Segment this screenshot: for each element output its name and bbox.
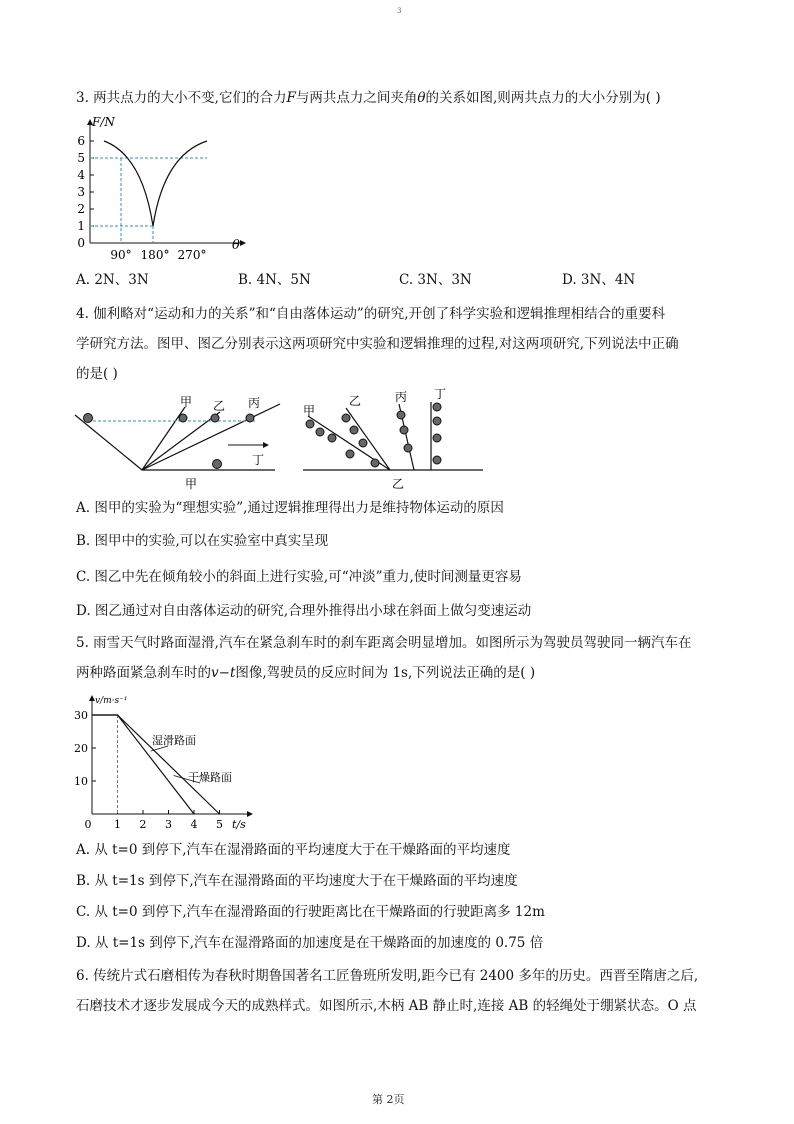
q3-ytick: 2 [77,202,85,216]
q4-jia-label-jia: 甲 [180,395,193,409]
q4-yi-caption: 乙 [392,477,405,491]
q3-symbol-f: F [286,90,296,106]
q5-line2-text-a: 两种路面紧急刹车时的 [76,665,211,681]
q5-label-dry-road: 干燥路面 [188,771,232,784]
q3-ytick: 1 [77,219,85,233]
q4-option-a[interactable]: A. 图甲的实验为“理想实验”,通过逻辑推理得出力是维持物体运动的原因 [76,500,504,516]
q5-x-axis-label: t/s [232,818,246,831]
q3-y-axis-label: F/N [92,115,115,129]
q4-stem-line-3: 的是( ) [76,366,118,382]
q3-text-c: 的关系如图,则两共点力的大小分别为( ) [425,90,661,106]
q4-yi-label-bing: 丙 [395,390,408,404]
q3-xtick: 180° [140,248,170,262]
q3-ytick: 5 [77,151,85,165]
q4-jia-caption: 甲 [185,477,198,491]
q5-ytick: 20 [74,742,88,755]
q4-figure-jia-ideal-experiment [70,390,285,495]
q5-y-axis-label: v/m·s⁻¹ [95,696,128,706]
q5-stem-line-2 [76,663,535,683]
page-number: 第 2页 [372,1093,405,1106]
q4-jia-label-yi: 乙 [213,399,226,413]
q6-stem-line-1: 6. 传统片式石磨相传为春秋时期鲁国著名工匠鲁班所发明,距今已有 2400 多年的历史。西晋至隋唐之后, [76,968,699,984]
q5-vt-graph [70,692,260,834]
q5-option-b[interactable]: B. 从 t=1s 到停下,汽车在湿滑路面的平均速度大于在干燥路面的平均速度 [76,873,518,889]
q5-line2-text-b: 图像,驾驶员的反应时间为 1s,下列说法正确的是( ) [235,665,536,681]
q3-xtick: 90° [110,248,132,262]
q4-stem-line-2: 学研究方法。图甲、图乙分别表示这两项研究中实验和逻辑推理的过程,对这两项研究,下列说法中正确 [76,336,679,352]
q4-jia-label-bing: 丙 [248,396,261,410]
q5-xtick: 1 [114,818,121,831]
question-3-stem [76,88,661,108]
q3-text-b: 与两共点力之间夹角 [295,90,418,106]
q3-ytick: 0 [77,236,85,250]
page-header-mark: 3 [397,7,402,15]
q3-ytick: 6 [77,134,85,148]
q3-x-axis-label: θ [232,238,240,253]
q4-stem-line-1: 4. 伽利略对“运动和力的关系”和“自由落体运动”的研究,开创了科学实验和逻辑推理相结合的重要科 [76,306,666,322]
q4-jia-label-ding: 丁 [252,453,265,467]
q5-ytick: 30 [74,709,88,722]
q3-ytick: 4 [77,168,85,182]
q4-option-b[interactable]: B. 图甲中的实验,可以在实验室中真实呈现 [76,533,329,549]
q3-text-a: 3. 两共点力的大小不变,它们的合力 [76,90,287,106]
q5-option-c[interactable]: C. 从 t=0 到停下,汽车在湿滑路面的行驶距离比在干燥路面的行驶距离多 12m [76,904,545,920]
q5-xtick: 0 [84,818,92,831]
q5-xtick: 3 [165,818,172,831]
q5-vt-symbol: v−t [211,665,236,681]
q3-option-d[interactable]: D. 3N、4N [562,272,636,288]
q6-stem-line-2: 石磨技术才逐步发展成今天的成熟样式。如图所示,木柄 AB 静止时,连接 AB 的轻绳处于绷紧状态。O 点 [76,998,697,1014]
q5-label-wet-road: 湿滑路面 [152,734,196,747]
q3-option-a[interactable]: A. 2N、3N [76,272,149,288]
q4-yi-label-ding: 丁 [434,388,447,401]
q3-option-c[interactable]: C. 3N、3N [399,272,472,288]
q3-xtick: 270° [177,248,207,262]
q5-option-a[interactable]: A. 从 t=0 到停下,汽车在湿滑路面的平均速度大于在干燥路面的平均速度 [76,842,511,858]
q3-ytick: 3 [77,185,85,199]
q4-yi-label-yi: 乙 [349,394,362,408]
q4-yi-label-jia: 甲 [303,404,316,418]
q3-force-angle-graph [70,115,260,265]
q3-symbol-theta: θ [417,90,426,106]
q3-option-b[interactable]: B. 4N、5N [238,272,311,288]
q4-figure-yi-free-fall [298,388,493,495]
q5-xtick: 2 [139,818,147,831]
q5-xtick: 5 [216,818,223,831]
q4-option-d[interactable]: D. 图乙通过对自由落体运动的研究,合理外推得出小球在斜面上做匀变速运动 [76,603,532,619]
series-line-dry-road [92,715,194,814]
q4-option-c[interactable]: C. 图乙中先在倾角较小的斜面上进行实验,可“冲淡”重力,使时间测量更容易 [76,569,522,585]
q5-xtick: 4 [190,818,198,831]
q5-ytick: 10 [74,775,88,788]
q5-option-d[interactable]: D. 从 t=1s 到停下,汽车在湿滑路面的加速度是在干燥路面的加速度的 0.75 倍 [76,935,544,951]
q5-stem-line-1: 5. 雨雪天气时路面湿滑,汽车在紧急刹车时的刹车距离会明显增加。如图所示为驾驶员驾驶同一辆汽车在 [76,635,692,651]
